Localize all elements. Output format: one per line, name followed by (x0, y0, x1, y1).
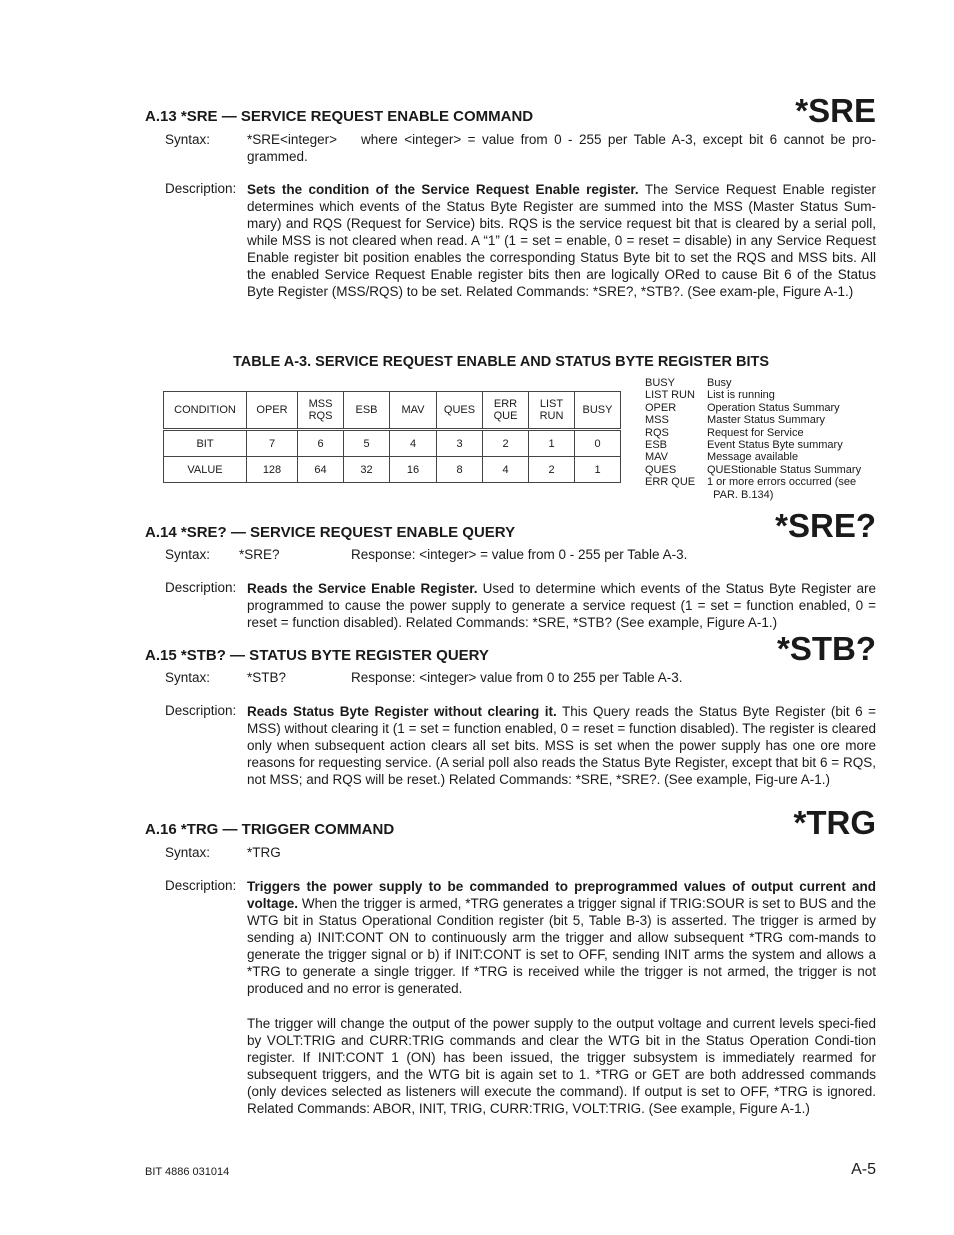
legend-item (645, 377, 861, 389)
table-cell: 1 (575, 457, 621, 483)
legend-meaning: QUEStionable Status Summary (707, 463, 862, 476)
legend-item (645, 427, 861, 439)
table-cell: 2 (529, 457, 575, 483)
description-body: This Query reads the Status Byte Register (bit 6 = MSS) without clearing it (1 = set = function enabled, 0 = reset = function disabled). The register is cleared only when subsequent action clears all set bits. MSS is set when the power supply has one ore more reasons for requesting service. (A serial poll also reads the Status Byte Register, except that bit 6 = RQS, not MSS; and RQS will be reset.) Related Commands: *SRE, *SRE?. (See example, Fig-ure A-1.) (247, 704, 876, 787)
command-heading-stb-query: *STB? (777, 630, 876, 667)
legend-meaning: Master Status Summary (707, 414, 825, 427)
document-id: BIT 4886 031014 (145, 1166, 230, 1178)
description-paragraph-2: The trigger will change the output of the power supply to the output voltage and current levels speci-fied by VOLT:TRIG and CURR:TRIG commands and clear the WTG bit in the Status Operation Condi-tion register. If INIT:CONT 1 (ON) has been issued, the trigger subsystem is immediately rearmed for subsequent triggers, and the WTG bit is again set to 1. *TRG or GET are both addressed commands (only devices selected as listeners will execute the command). If output is set to OFF, *TRG is ignored. Related Commands: ABOR, INIT, TRIG, CURR:TRIG, VOLT:TRIG. (See example, Figure A-1.) (247, 1016, 876, 1116)
header-cell: LIST RUN (529, 392, 575, 430)
legend-item (645, 414, 861, 426)
legend-meaning: Message available (707, 451, 799, 464)
description-label: Description: (165, 181, 237, 196)
syntax-command: *SRE? (239, 547, 280, 562)
legend-abbrev: ESB (645, 439, 668, 452)
legend-abbrev: QUES (645, 463, 677, 476)
header-cell: ERR QUE (483, 392, 529, 430)
syntax-command: *STB? (247, 670, 287, 685)
description-body: When the trigger is armed, *TRG generates a trigger signal if TRIG:SOUR is set to BUS and the WTG bit in Status Operational Condition register (bit 5, Table B-3) is asserted. The trigger is armed by sending a) INIT:CONT ON to continuously arm the trigger and allow subsequent *TRG com-mands to generate the trigger signal or b) if INIT:CONT is set to OFF, sending INIT arms the system and allows a *TRG to generate a single trigger. If *TRG is received while the trigger is not armed, the trigger is not produced and no error is generated. (247, 896, 876, 996)
header-cell: CONDITION (164, 392, 247, 430)
legend-item (645, 439, 861, 451)
legend-item (645, 451, 861, 463)
description-text (247, 878, 876, 997)
section-title-a15: A.15 *STB? — STATUS BYTE REGISTER QUERY (145, 647, 489, 664)
legend-meaning: Request for Service (707, 426, 804, 439)
description-bold: Reads the Service Enable Register. (247, 581, 478, 596)
legend-meaning: Operation Status Summary (707, 401, 840, 414)
syntax-command: *SRE<integer> (247, 132, 338, 147)
description-label: Description: (165, 878, 237, 893)
register-bits-table (163, 391, 621, 483)
page-number: A-5 (851, 1161, 876, 1178)
table-cell: 8 (437, 457, 483, 483)
syntax-label: Syntax: (165, 547, 211, 562)
description-bold: Triggers the power supply to be commanded to preprogrammed values of output current and voltage. (247, 879, 876, 911)
syntax-text: Response: <integer> value from 0 to 255 per Table A-3. (351, 670, 683, 685)
table-cell: 1 (529, 430, 575, 457)
legend-meaning: 1 or more errors occurred (see (707, 476, 857, 489)
description-bold: Sets the condition of the Service Request Enable register. (247, 182, 639, 197)
table-cell: 16 (390, 457, 437, 483)
table-cell: 32 (344, 457, 390, 483)
legend-abbrev: MAV (645, 451, 669, 464)
legend-abbrev: ERR QUE (645, 476, 696, 489)
legend-abbrev: RQS (645, 426, 669, 439)
description-label: Description: (165, 703, 237, 718)
legend-abbrev: LIST RUN (645, 389, 695, 402)
legend-item (645, 402, 861, 414)
header-cell: ESB (344, 392, 390, 430)
table-cell: 4 (483, 457, 529, 483)
header-cell: OPER (247, 392, 298, 430)
command-heading-sre-query: *SRE? (775, 507, 876, 544)
header-cell: QUES (437, 392, 483, 430)
legend-abbrev (645, 489, 707, 501)
legend-meaning: PAR. B.134) (707, 488, 774, 501)
header-cell: BUSY (575, 392, 621, 430)
description-body: Used to determine which events of the Status Byte Register are programmed to cause the power supply to generate a service request (1 = set = function enabled, 0 = reset = function disabled). Related Commands: *SRE, *STB? (See example, Figure A-1.) (247, 581, 876, 630)
command-heading-trg: *TRG (793, 804, 876, 841)
table-cell: 2 (483, 430, 529, 457)
syntax-label: Syntax: (165, 670, 211, 685)
description-label: Description: (165, 580, 237, 595)
table-cell: VALUE (164, 457, 247, 483)
table-legend (645, 377, 861, 501)
header-cell: MSS RQS (298, 392, 344, 430)
syntax-text: where <integer> = value from 0 - 255 per Table A-3, except bit 6 cannot be pro- (361, 132, 876, 147)
table-row (164, 430, 621, 457)
legend-abbrev: OPER (645, 401, 677, 414)
section-title-a13: A.13 *SRE — SERVICE REQUEST ENABLE COMMAND (145, 108, 534, 125)
legend-item (645, 476, 861, 488)
syntax-command: *TRG (247, 845, 281, 860)
command-heading-sre: *SRE (795, 92, 876, 129)
legend-meaning: List is running (707, 389, 775, 402)
legend-item (645, 389, 861, 401)
table-cell: 7 (247, 430, 298, 457)
table-cell: BIT (164, 430, 247, 457)
section-title-a14: A.14 *SRE? — SERVICE REQUEST ENABLE QUERY (145, 524, 516, 541)
description-text (247, 181, 876, 300)
legend-abbrev: MSS (645, 414, 669, 427)
syntax-label: Syntax: (165, 845, 211, 860)
description-text (247, 580, 876, 631)
table-cell: 3 (437, 430, 483, 457)
table-row (164, 457, 621, 483)
description-bold: Reads Status Byte Register without clearing it. (247, 704, 557, 719)
section-title-a16: A.16 *TRG — TRIGGER COMMAND (145, 821, 395, 838)
syntax-continuation: grammed. (247, 149, 308, 164)
table-title: TABLE A-3. SERVICE REQUEST ENABLE AND STATUS BYTE REGISTER BITS (233, 354, 770, 370)
header-cell: MAV (390, 392, 437, 430)
legend-item (645, 464, 861, 476)
legend-abbrev: BUSY (645, 377, 675, 389)
syntax-label: Syntax: (165, 132, 211, 147)
table-cell: 4 (390, 430, 437, 457)
table-cell: 6 (298, 430, 344, 457)
table-cell: 64 (298, 457, 344, 483)
legend-meaning: Busy (707, 377, 732, 389)
table-cell: 128 (247, 457, 298, 483)
description-body: The Service Request Enable register determines which events of the Status Byte Register are summed into the MSS (Master Status Sum-mary) and RQS (Request for Service) bits. RQS is the service request bit that is cleared by a serial poll, while MSS is not cleared when read. A “1” (1 = set = enable, 0 = reset = disable) in any Service Request Enable register bit position enables the corresponding Status Byte bit to set the RQS and MSS bits. All the enabled Service Request Enable register bits then are logically ORed to cause Bit 6 of the Status Byte Register (MSS/RQS) to be set. Related Commands: *SRE?, *STB?. (See exam-ple, Figure A-1.) (247, 182, 876, 299)
legend-meaning: Event Status Byte summary (707, 439, 843, 452)
table-header-row (164, 392, 621, 430)
description-text (247, 703, 876, 788)
table-cell: 5 (344, 430, 390, 457)
legend-item (645, 489, 861, 501)
syntax-text: Response: <integer> = value from 0 - 255 per Table A-3. (351, 547, 688, 562)
table-cell: 0 (575, 430, 621, 457)
